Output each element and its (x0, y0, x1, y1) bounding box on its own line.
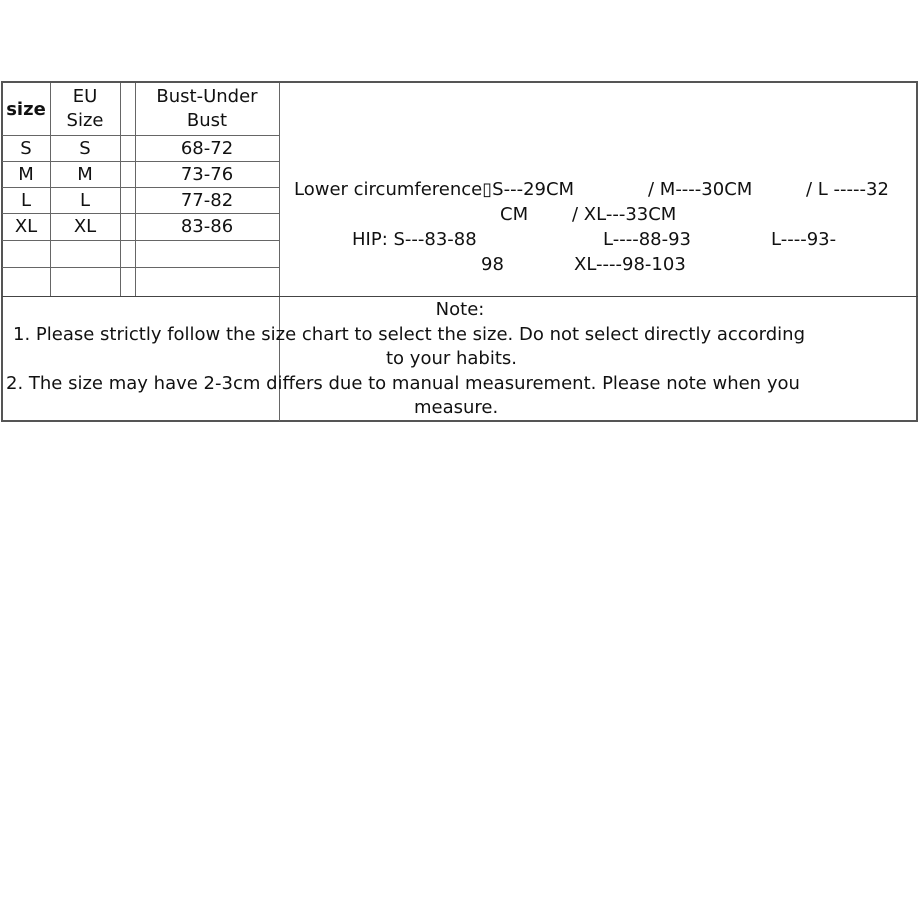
header-eu-line2: Size (66, 110, 104, 131)
row-xl-eu: XL (73, 216, 97, 237)
grid-line (120, 83, 121, 296)
info-lower-xl: / XL---33CM (572, 204, 677, 225)
info-hip-l2: L----93- (771, 229, 837, 250)
info-hip-98: 98 (481, 254, 504, 275)
note-line-1: 1. Please strictly follow the size chart to select the size. Do not select directly according (13, 324, 806, 345)
header-size: size (6, 98, 46, 120)
grid-line (2, 240, 279, 241)
header-bust-line1: Bust-Under (156, 86, 258, 107)
note-line-3: 2. The size may have 2-3cm differs due to manual measurement. Please note when you (6, 373, 800, 394)
info-hip-l: L----88-93 (603, 229, 691, 250)
row-xl-bust: 83-86 (180, 216, 234, 237)
grid-line (2, 296, 918, 297)
row-s-size: S (20, 137, 32, 159)
row-s-bust: 68-72 (180, 137, 234, 159)
note-line-4: measure. (414, 397, 499, 418)
note-title: Note: (435, 299, 485, 320)
info-lower-l: / L -----32 (806, 179, 889, 200)
info-lower-m: / M----30CM (648, 179, 753, 200)
info-hip-s: HIP: S---83-88 (352, 229, 477, 250)
grid-line (279, 83, 280, 421)
header-bust-line2: Bust (186, 110, 228, 131)
info-hip-xl: XL----98-103 (574, 254, 686, 275)
row-s-eu: S (79, 137, 91, 159)
grid-line (2, 267, 279, 268)
info-lower-circumference: Lower circumference▯S---29CM (294, 179, 575, 200)
row-m-size: M (18, 163, 34, 185)
info-lower-cm: CM (500, 204, 529, 225)
row-l-size: L (20, 189, 32, 211)
row-l-eu: L (79, 189, 91, 211)
row-m-eu: M (77, 163, 93, 185)
row-xl-size: XL (14, 216, 38, 237)
row-l-bust: 77-82 (180, 189, 234, 211)
header-eu-line1: EU (72, 86, 98, 107)
note-line-2: to your habits. (386, 348, 518, 369)
row-m-bust: 73-76 (180, 163, 234, 185)
